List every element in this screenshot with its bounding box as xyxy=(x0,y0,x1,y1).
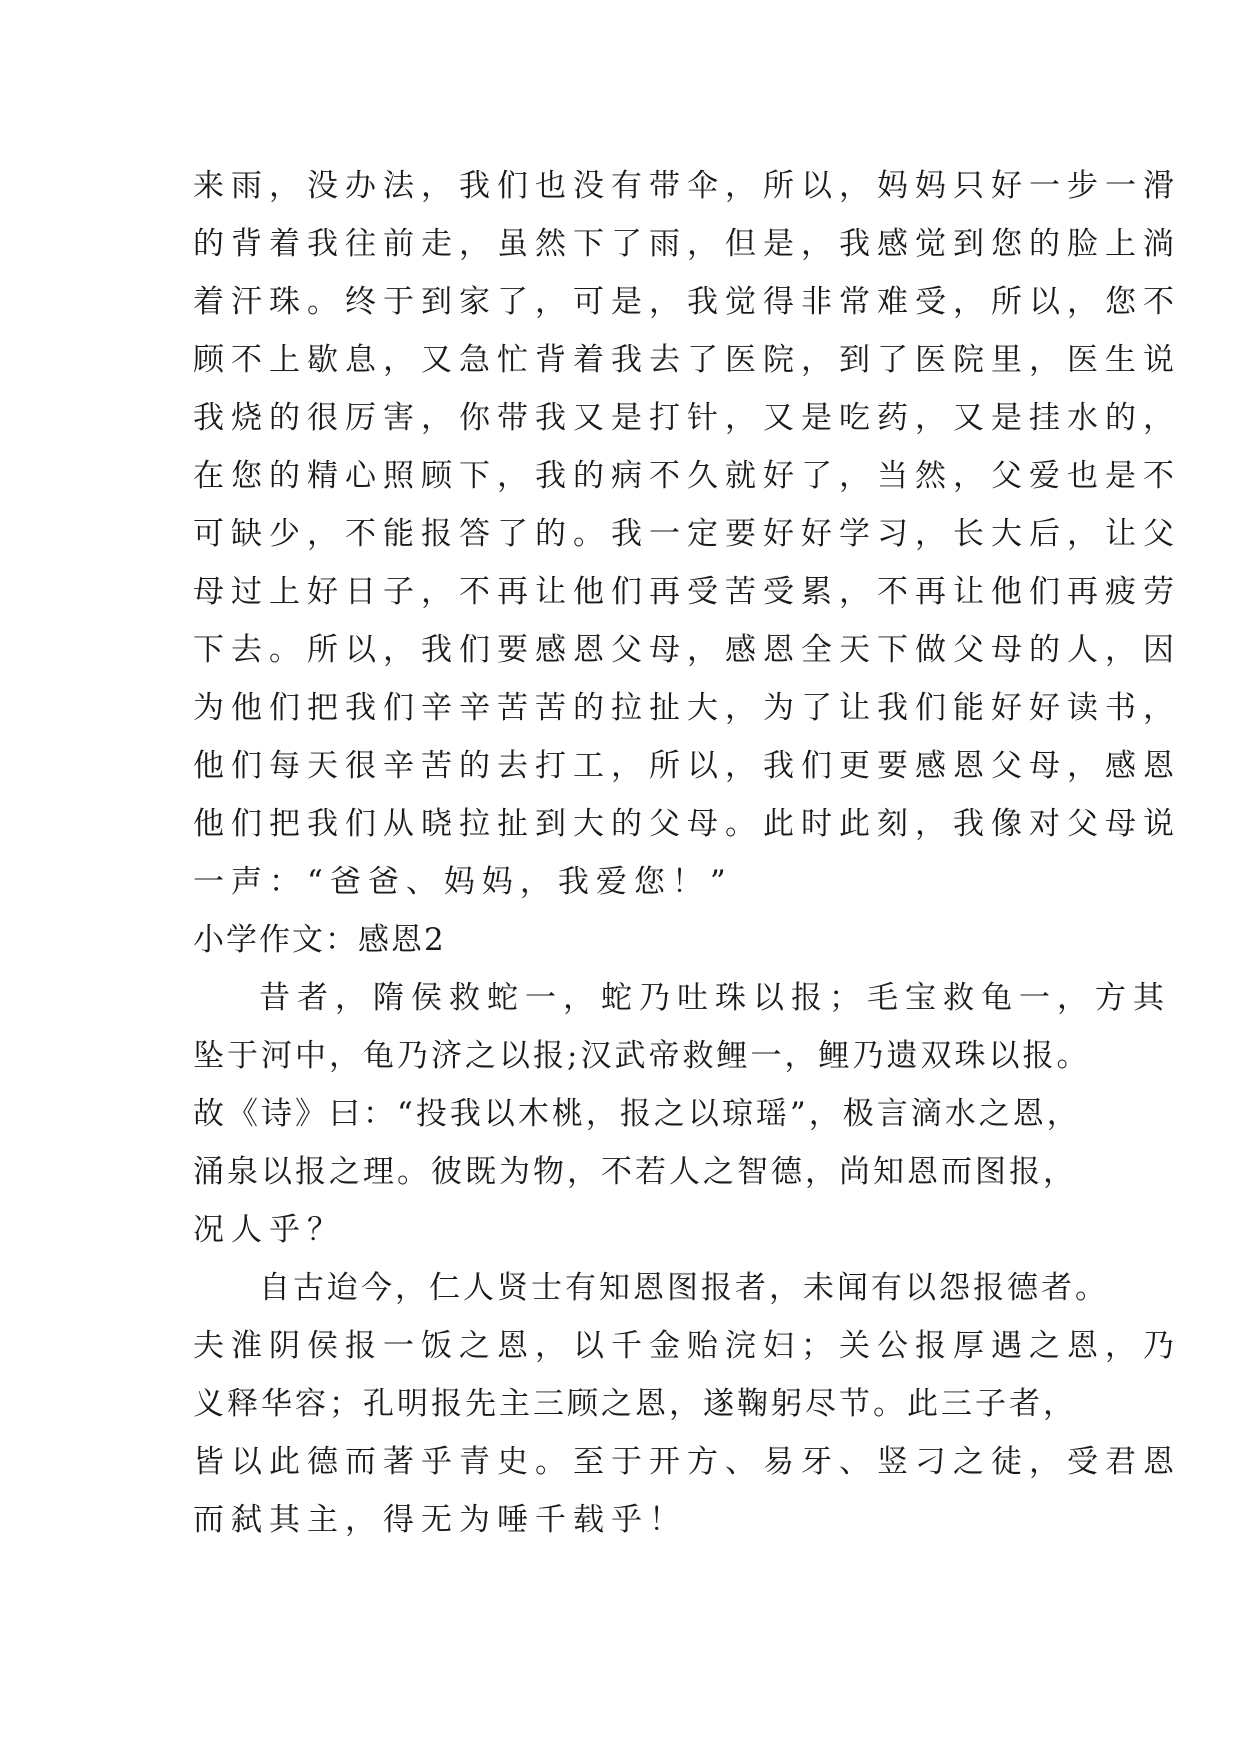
text-line: 涌泉以报之理。彼既为物，不若人之智德，尚知恩而图报， xyxy=(193,1154,1077,1190)
text-line: 可缺少，不能报答了的。我一定要好好学习，长大后，让父 xyxy=(193,516,1181,552)
paragraph-2 xyxy=(193,969,1171,1259)
section-heading: 小学作文：感恩2 xyxy=(193,922,446,958)
text-line: 而弑其主，得无为唾千载乎！ xyxy=(193,1502,687,1538)
paragraph-continuation xyxy=(193,157,1181,911)
text-line: 在您的精心照顾下，我的病不久就好了，当然，父爱也是不 xyxy=(193,458,1181,494)
paragraph-3 xyxy=(193,1259,1181,1549)
text-line: 来雨，没办法，我们也没有带伞，所以，妈妈只好一步一滑 xyxy=(193,168,1181,204)
text-line: 昔者，隋侯救蛇一，蛇乃吐珠以报；毛宝救龟一，方其 xyxy=(259,980,1171,1016)
text-line: 一声：“爸爸、妈妈，我爱您！” xyxy=(193,864,733,900)
text-line: 我烧的很厉害，你带我又是打针，又是吃药，又是挂水的， xyxy=(193,400,1181,436)
text-line: 顾不上歇息，又急忙背着我去了医院，到了医院里，医生说 xyxy=(193,342,1181,378)
text-line: 下去。所以，我们要感恩父母，感恩全天下做父母的人，因 xyxy=(193,632,1181,668)
text-line: 着汗珠。终于到家了，可是，我觉得非常难受，所以，您不 xyxy=(193,284,1181,320)
text-line: 他们把我们从晓拉扯到大的父母。此时此刻，我像对父母说 xyxy=(193,806,1181,842)
text-line: 自古迨今，仁人贤士有知恩图报者，未闻有以怨报德者。 xyxy=(259,1270,1109,1306)
document-body xyxy=(193,157,1181,1549)
text-line: 他们每天很辛苦的去打工，所以，我们更要感恩父母，感恩 xyxy=(193,748,1181,784)
text-line: 况人乎？ xyxy=(193,1212,345,1248)
text-line: 的背着我往前走，虽然下了雨，但是，我感觉到您的脸上淌 xyxy=(193,226,1181,262)
text-line: 坠于河中，龟乃济之以报;汉武帝救鲤一，鲤乃遗双珠以报。 xyxy=(193,1038,1091,1074)
text-line: 故《诗》曰：“投我以木桃，报之以琼瑶”，极言滴水之恩， xyxy=(193,1096,1081,1132)
text-line: 母过上好日子，不再让他们再受苦受累，不再让他们再疲劳 xyxy=(193,574,1181,610)
text-line: 义释华容；孔明报先主三顾之恩，遂鞠躬尽节。此三子者， xyxy=(193,1386,1077,1422)
text-line: 为他们把我们辛辛苦苦的拉扯大，为了让我们能好好读书， xyxy=(193,690,1181,726)
text-line: 皆以此德而著乎青史。至于开方、易牙、竖刁之徒，受君恩 xyxy=(193,1444,1181,1480)
text-line: 夫淮阴侯报一饭之恩，以千金贻浣妇；关公报厚遇之恩，乃 xyxy=(193,1328,1181,1364)
